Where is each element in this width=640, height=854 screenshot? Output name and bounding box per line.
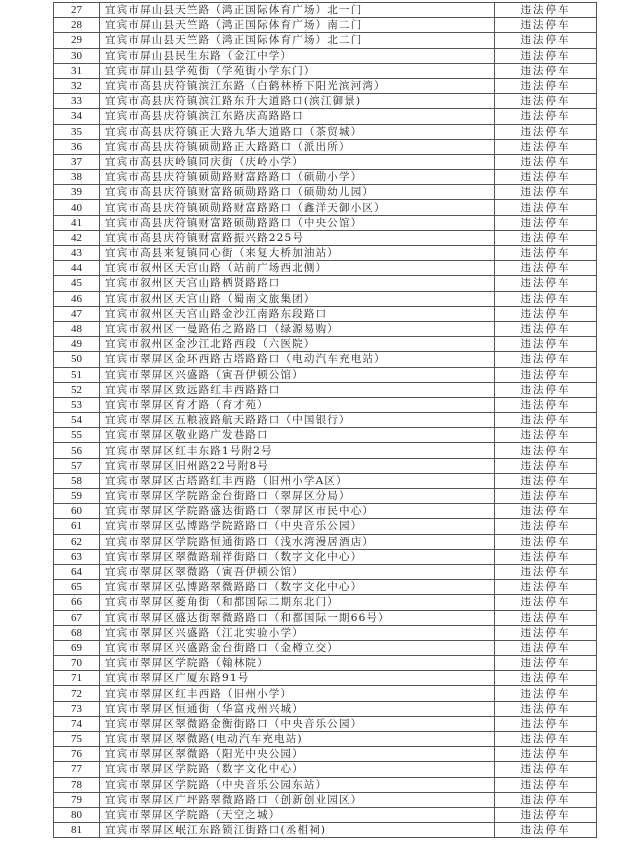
table-row (54, 792, 597, 807)
violation-type-cell: 违法停车 (495, 306, 597, 321)
row-number: 69 (54, 640, 100, 655)
table-row (54, 276, 597, 291)
location-cell: 宜宾市翠屏区兴盛路金台街路口（金樽立交） (100, 640, 495, 655)
table-row (54, 215, 597, 230)
row-number: 31 (54, 63, 100, 78)
row-number: 81 (54, 823, 100, 838)
table-row (54, 458, 597, 473)
table-row (54, 185, 597, 200)
violation-type-cell: 违法停车 (495, 18, 597, 33)
location-cell: 宜宾市翠屏区弘博路翠微路路口（数字文化中心） (100, 580, 495, 595)
violation-type-cell: 违法停车 (495, 139, 597, 154)
row-number: 67 (54, 610, 100, 625)
location-cell: 宜宾市叙州区天宫山路栖贤路路口 (100, 276, 495, 291)
violation-type-cell: 违法停车 (495, 777, 597, 792)
violation-type-cell: 违法停车 (495, 610, 597, 625)
location-cell: 宜宾市翠屏区致远路红丰西路路口 (100, 382, 495, 397)
row-number: 65 (54, 580, 100, 595)
violation-type-cell: 违法停车 (495, 382, 597, 397)
row-number: 55 (54, 428, 100, 443)
table-row (54, 519, 597, 534)
row-number: 78 (54, 777, 100, 792)
location-cell: 宜宾市高县庆符镇硕勋路正大路路口（派出所） (100, 139, 495, 154)
violation-type-cell: 违法停车 (495, 230, 597, 245)
violation-type-cell: 违法停车 (495, 215, 597, 230)
table-row (54, 397, 597, 412)
violation-type-cell: 违法停车 (495, 686, 597, 701)
table-row (54, 78, 597, 93)
table-row (54, 580, 597, 595)
location-cell: 宜宾市翠屏区翠微路（寅吾伊顿公馆） (100, 564, 495, 579)
row-number: 57 (54, 458, 100, 473)
row-number: 43 (54, 246, 100, 261)
location-cell: 宜宾市翠屏区弘博路学院路路口（中央音乐公园） (100, 519, 495, 534)
violation-type-cell: 违法停车 (495, 534, 597, 549)
location-cell: 宜宾市翠屏区红丰西路（旧州小学） (100, 686, 495, 701)
violation-type-cell: 违法停车 (495, 94, 597, 109)
location-cell: 宜宾市翠屏区菱角街（和都国际二期东北门） (100, 595, 495, 610)
violation-type-cell: 违法停车 (495, 519, 597, 534)
row-number: 28 (54, 18, 100, 33)
location-cell: 宜宾市屏山县民生东路（金江中学） (100, 48, 495, 63)
table-row (54, 170, 597, 185)
row-number: 36 (54, 139, 100, 154)
location-cell: 宜宾市高县庆符镇财富路硕勋路路口（硕勋幼儿园） (100, 185, 495, 200)
location-cell: 宜宾市翠屏区敬业路广发巷路口 (100, 428, 495, 443)
violation-type-cell: 违法停车 (495, 367, 597, 382)
table-row (54, 200, 597, 215)
row-number: 46 (54, 291, 100, 306)
location-cell: 宜宾市屏山县天竺路（鸿正国际体育广场）南二门 (100, 18, 495, 33)
table-row (54, 716, 597, 731)
table-row (54, 291, 597, 306)
table-row (54, 732, 597, 747)
location-cell: 宜宾市屏山县天竺路（鸿正国际体育广场）北二门 (100, 33, 495, 48)
violation-type-cell: 违法停车 (495, 261, 597, 276)
row-number: 30 (54, 48, 100, 63)
table-row (54, 382, 597, 397)
row-number: 59 (54, 489, 100, 504)
violation-type-cell: 违法停车 (495, 458, 597, 473)
row-number: 40 (54, 200, 100, 215)
table-row (54, 610, 597, 625)
row-number: 45 (54, 276, 100, 291)
table-row (54, 352, 597, 367)
violation-type-cell: 违法停车 (495, 671, 597, 686)
location-cell: 宜宾市翠屏区古塔路红丰西路（旧州小学A区） (100, 473, 495, 488)
violation-type-cell: 违法停车 (495, 276, 597, 291)
table-row (54, 246, 597, 261)
violation-type-cell: 违法停车 (495, 185, 597, 200)
row-number: 80 (54, 807, 100, 822)
table-row (54, 139, 597, 154)
table-row (54, 656, 597, 671)
row-number: 71 (54, 671, 100, 686)
violation-type-cell: 违法停车 (495, 640, 597, 655)
table-row (54, 261, 597, 276)
location-cell: 宜宾市叙州区一曼路佑之路路口（绿源易购） (100, 321, 495, 336)
row-number: 60 (54, 504, 100, 519)
location-cell: 宜宾市高县庆岭镇同庆街（庆岭小学） (100, 154, 495, 169)
row-number: 53 (54, 397, 100, 412)
table-row (54, 48, 597, 63)
table-row (54, 33, 597, 48)
row-number: 61 (54, 519, 100, 534)
table-row (54, 18, 597, 33)
location-cell: 宜宾市高县庆符镇正大路九华大道路口（茶贸城） (100, 124, 495, 139)
row-number: 51 (54, 367, 100, 382)
table-row (54, 367, 597, 382)
location-cell: 宜宾市翠屏区兴盛路（寅吾伊顿公馆） (100, 367, 495, 382)
row-number: 70 (54, 656, 100, 671)
table-row (54, 489, 597, 504)
location-cell: 宜宾市叙州区天宫山路（蜀南文旅集团） (100, 291, 495, 306)
row-number: 50 (54, 352, 100, 367)
violation-type-cell: 违法停车 (495, 807, 597, 822)
location-cell: 宜宾市屏山县学苑街（学苑街小学东门） (100, 63, 495, 78)
violation-type-cell: 违法停车 (495, 473, 597, 488)
table-row (54, 306, 597, 321)
row-number: 34 (54, 109, 100, 124)
table-row (54, 337, 597, 352)
table-row (54, 686, 597, 701)
violation-type-cell: 违法停车 (495, 625, 597, 640)
location-cell: 宜宾市高县庆符镇财富路振兴路225号 (100, 230, 495, 245)
violation-type-cell: 违法停车 (495, 3, 597, 18)
table-row (54, 762, 597, 777)
row-number: 33 (54, 94, 100, 109)
location-cell: 宜宾市屏山县天竺路（鸿正国际体育广场）北一门 (100, 3, 495, 18)
table-row (54, 564, 597, 579)
violation-type-cell: 违法停车 (495, 48, 597, 63)
table-row (54, 595, 597, 610)
table-row (54, 777, 597, 792)
row-number: 68 (54, 625, 100, 640)
violation-type-cell: 违法停车 (495, 413, 597, 428)
row-number: 75 (54, 732, 100, 747)
location-cell: 宜宾市翠屏区学院路恒通街路口（浅水湾漫居酒店） (100, 534, 495, 549)
violation-type-cell: 违法停车 (495, 504, 597, 519)
row-number: 79 (54, 792, 100, 807)
location-cell: 宜宾市高县庆符镇财富路硕勋路路口（中央公馆） (100, 215, 495, 230)
table-row (54, 534, 597, 549)
violation-type-cell: 违法停车 (495, 595, 597, 610)
location-cell: 宜宾市翠屏区学院路（数字文化中心） (100, 762, 495, 777)
violation-type-cell: 违法停车 (495, 397, 597, 412)
violation-type-cell: 违法停车 (495, 428, 597, 443)
violation-type-cell: 违法停车 (495, 443, 597, 458)
table-row (54, 640, 597, 655)
row-number: 74 (54, 716, 100, 731)
location-cell: 宜宾市高县庆符镇硕勋路财富路路口（硕勋小学） (100, 170, 495, 185)
table-row (54, 823, 597, 838)
violation-type-cell: 违法停车 (495, 291, 597, 306)
table-row (54, 747, 597, 762)
table-row (54, 473, 597, 488)
table-row (54, 3, 597, 18)
location-cell: 宜宾市叙州区天宫山路（站前广场西北侧） (100, 261, 495, 276)
violation-type-cell: 违法停车 (495, 63, 597, 78)
violation-type-cell: 违法停车 (495, 170, 597, 185)
location-cell: 宜宾市翠屏区学院路（中央音乐公园东站） (100, 777, 495, 792)
row-number: 76 (54, 747, 100, 762)
table-row (54, 154, 597, 169)
table-row (54, 625, 597, 640)
row-number: 44 (54, 261, 100, 276)
violation-type-cell: 违法停车 (495, 564, 597, 579)
location-cell: 宜宾市翠屏区恒通街（华富戎州兴城） (100, 701, 495, 716)
violation-type-cell: 违法停车 (495, 33, 597, 48)
violation-type-cell: 违法停车 (495, 823, 597, 838)
row-number: 73 (54, 701, 100, 716)
violation-type-cell: 违法停车 (495, 580, 597, 595)
table-row (54, 443, 597, 458)
row-number: 52 (54, 382, 100, 397)
location-cell: 宜宾市翠屏区学院路金台街路口（翠屏区分局） (100, 489, 495, 504)
violation-type-cell: 违法停车 (495, 762, 597, 777)
violation-type-cell: 违法停车 (495, 154, 597, 169)
table-row (54, 413, 597, 428)
location-cell: 宜宾市翠屏区岷江东路锁江街路口(丞相祠) (100, 823, 495, 838)
location-cell: 宜宾市翠屏区红丰东路1号附2号 (100, 443, 495, 458)
location-cell: 宜宾市高县庆符镇硕勋路财富路路口（鑫洋天御小区） (100, 200, 495, 215)
violation-type-cell: 违法停车 (495, 701, 597, 716)
location-cell: 宜宾市高县庆符镇滨江东路庆高路路口 (100, 109, 495, 124)
table-row (54, 549, 597, 564)
row-number: 42 (54, 230, 100, 245)
violation-locations-table (53, 2, 597, 838)
table-row (54, 807, 597, 822)
location-cell: 宜宾市高县庆符镇滨江路东升大道路口(滨江御景) (100, 94, 495, 109)
location-cell: 宜宾市翠屏区翠微路金衡街路口（中央音乐公园） (100, 716, 495, 731)
table-row (54, 701, 597, 716)
row-number: 32 (54, 78, 100, 93)
row-number: 41 (54, 215, 100, 230)
location-cell: 宜宾市翠屏区学院路（翰林院） (100, 656, 495, 671)
violation-type-cell: 违法停车 (495, 246, 597, 261)
table-body (54, 3, 597, 838)
location-cell: 宜宾市翠屏区学院路盛达街路口（翠屏区市民中心） (100, 504, 495, 519)
row-number: 64 (54, 564, 100, 579)
location-cell: 宜宾市翠屏区盛达街翠微路路口（和都国际一期66号） (100, 610, 495, 625)
violation-type-cell: 违法停车 (495, 656, 597, 671)
location-cell: 宜宾市叙州区金沙江北路西段（六医院） (100, 337, 495, 352)
row-number: 63 (54, 549, 100, 564)
location-cell: 宜宾市翠屏区旧州路22号附8号 (100, 458, 495, 473)
violation-type-cell: 违法停车 (495, 489, 597, 504)
location-cell: 宜宾市叙州区天宫山路金沙江南路东段路口 (100, 306, 495, 321)
violation-type-cell: 违法停车 (495, 321, 597, 336)
violation-type-cell: 违法停车 (495, 124, 597, 139)
row-number: 77 (54, 762, 100, 777)
location-cell: 宜宾市翠屏区广厦东路91号 (100, 671, 495, 686)
violation-type-cell: 违法停车 (495, 732, 597, 747)
violation-type-cell: 违法停车 (495, 747, 597, 762)
location-cell: 宜宾市翠屏区五粮液路航天路路口（中国银行） (100, 413, 495, 428)
location-cell: 宜宾市高县来复镇同心街（来复大桥加油站） (100, 246, 495, 261)
location-cell: 宜宾市翠屏区兴盛路（江北实验小学） (100, 625, 495, 640)
table-row (54, 504, 597, 519)
row-number: 54 (54, 413, 100, 428)
location-cell: 宜宾市翠屏区广坪路翠微路路口（创新创业园区） (100, 792, 495, 807)
row-number: 47 (54, 306, 100, 321)
violation-type-cell: 违法停车 (495, 337, 597, 352)
table-row (54, 428, 597, 443)
row-number: 62 (54, 534, 100, 549)
violation-type-cell: 违法停车 (495, 200, 597, 215)
violation-type-cell: 违法停车 (495, 78, 597, 93)
row-number: 72 (54, 686, 100, 701)
location-cell: 宜宾市翠屏区育才路（育才苑） (100, 397, 495, 412)
table-row (54, 109, 597, 124)
row-number: 27 (54, 3, 100, 18)
table-row (54, 94, 597, 109)
row-number: 39 (54, 185, 100, 200)
row-number: 58 (54, 473, 100, 488)
location-cell: 宜宾市高县庆符镇滨江东路（白鹤林桥下阳光滨河湾） (100, 78, 495, 93)
table-row (54, 671, 597, 686)
violation-type-cell: 违法停车 (495, 549, 597, 564)
violation-type-cell: 违法停车 (495, 352, 597, 367)
row-number: 48 (54, 321, 100, 336)
row-number: 38 (54, 170, 100, 185)
violation-type-cell: 违法停车 (495, 716, 597, 731)
violation-type-cell: 违法停车 (495, 109, 597, 124)
location-cell: 宜宾市翠屏区翠微路(电动汽车充电站) (100, 732, 495, 747)
location-cell: 宜宾市翠屏区翠微路瑞祥街路口（数字文化中心） (100, 549, 495, 564)
row-number: 37 (54, 154, 100, 169)
table-row (54, 230, 597, 245)
violation-type-cell: 违法停车 (495, 792, 597, 807)
table-row (54, 321, 597, 336)
table-row (54, 124, 597, 139)
row-number: 66 (54, 595, 100, 610)
row-number: 35 (54, 124, 100, 139)
table-row (54, 63, 597, 78)
location-cell: 宜宾市翠屏区翠微路（阳光中央公园） (100, 747, 495, 762)
row-number: 56 (54, 443, 100, 458)
location-cell: 宜宾市翠屏区金环西路古塔路路口（电动汽车充电站） (100, 352, 495, 367)
location-cell: 宜宾市翠屏区学院路（天空之城） (100, 807, 495, 822)
row-number: 29 (54, 33, 100, 48)
row-number: 49 (54, 337, 100, 352)
